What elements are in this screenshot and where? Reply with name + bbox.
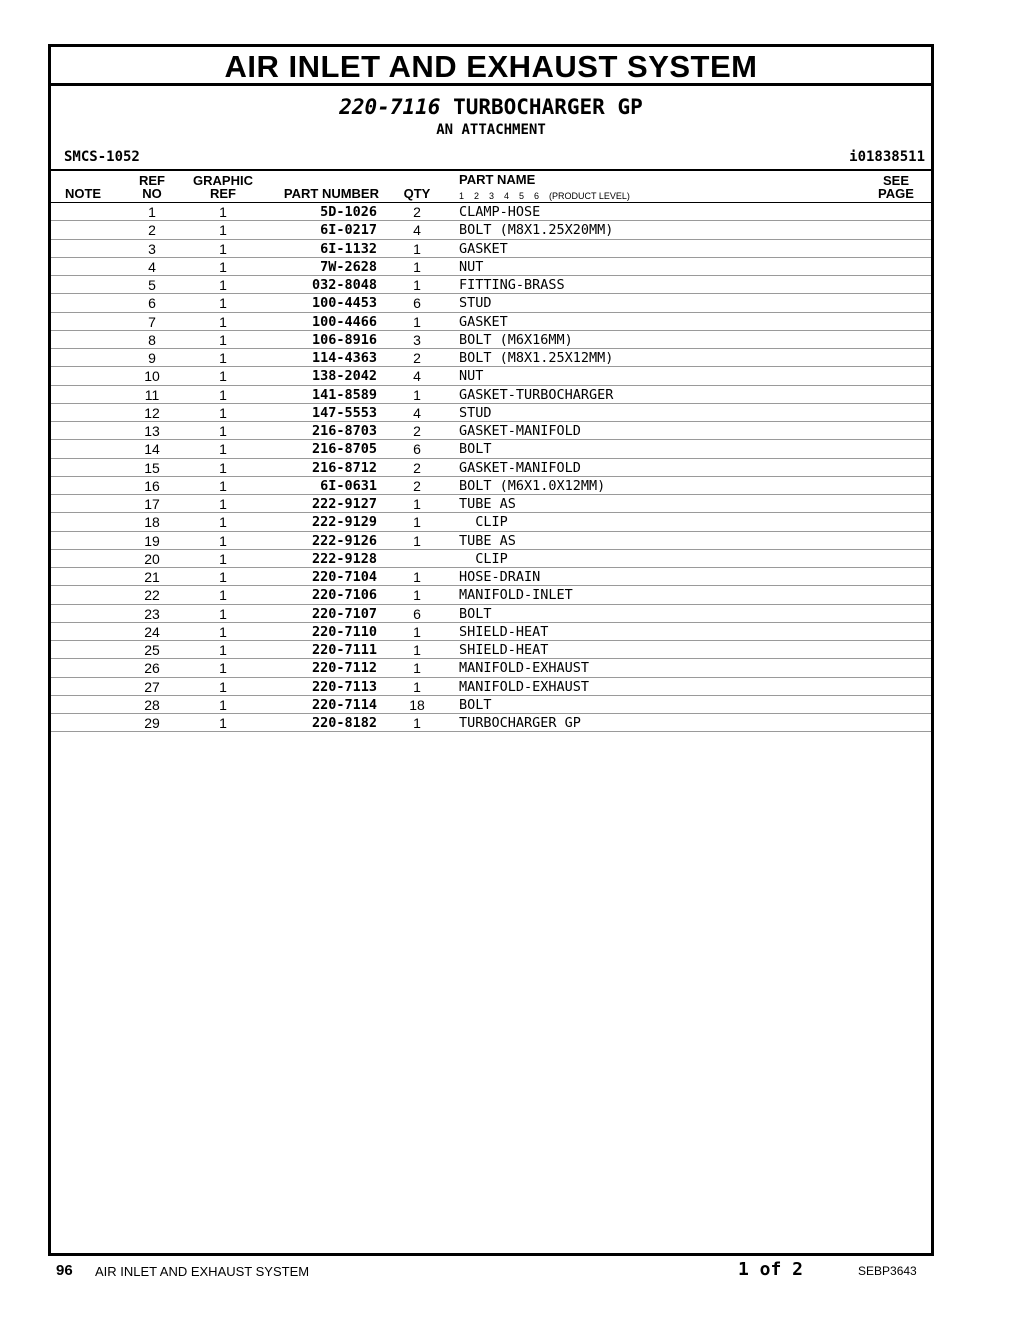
ref-no-cell: 13 <box>144 423 160 439</box>
table-row <box>51 404 931 422</box>
graphic-ref-cell: 1 <box>219 514 227 531</box>
part-number-cell: 220-7111 <box>311 642 377 658</box>
table-row <box>51 331 931 349</box>
part-number-cell: 220-7104 <box>311 569 377 585</box>
part-name-cell: HOSE-DRAIN <box>459 569 541 585</box>
table-row <box>51 605 931 623</box>
qty-cell: 3 <box>413 331 421 348</box>
qty-cell: 1 <box>413 642 421 658</box>
part-number-cell: 216-8712 <box>311 459 377 476</box>
table-row <box>51 386 931 404</box>
graphic-ref-cell: 1 <box>219 313 227 330</box>
table-row <box>51 678 931 696</box>
part-name-cell: STUD <box>459 404 492 421</box>
table-row <box>51 696 931 714</box>
ref-no-cell: 24 <box>144 623 160 640</box>
part-name-cell: NUT <box>459 258 484 275</box>
graphic-ref-cell: 1 <box>219 240 227 257</box>
graphic-ref-cell: 1 <box>219 295 227 312</box>
ref-no-cell: 3 <box>148 240 156 257</box>
table-row <box>51 623 931 641</box>
part-number-cell: 222-9129 <box>311 514 377 531</box>
graphic-ref-cell: 1 <box>219 696 227 713</box>
graphic-ref-cell: 1 <box>219 569 227 585</box>
qty-cell: 2 <box>413 204 421 220</box>
part-name-cell: SHIELD-HEAT <box>459 642 549 658</box>
qty-cell: 1 <box>413 678 421 695</box>
ref-no-cell: 27 <box>144 678 160 695</box>
table-row <box>51 422 931 440</box>
qty-cell: 2 <box>413 477 421 494</box>
qty-cell: 1 <box>413 660 421 677</box>
part-number-cell: 216-8705 <box>311 441 377 458</box>
part-number-cell: 114-4363 <box>311 350 377 366</box>
col-header-ref-line2: NO <box>142 186 162 201</box>
graphic-ref-cell: 1 <box>219 386 227 403</box>
part-number-cell: 222-9127 <box>311 496 377 512</box>
part-name-cell: MANIFOLD-INLET <box>459 587 573 604</box>
col-header-note: NOTE <box>64 186 102 201</box>
table-row <box>51 495 931 513</box>
group-subtitle <box>51 95 931 119</box>
graphic-ref-cell: 1 <box>219 587 227 604</box>
part-number-cell: 100-4466 <box>311 313 377 330</box>
part-name-cell: SHIELD-HEAT <box>459 623 549 640</box>
part-name-cell: BOLT <box>459 696 492 713</box>
table-row <box>51 714 931 732</box>
part-name-cell: TUBE AS <box>459 496 516 512</box>
part-number-cell: 222-9126 <box>311 532 377 549</box>
table-row <box>51 550 931 568</box>
part-number-cell: 100-4453 <box>311 295 377 312</box>
qty-cell: 1 <box>413 258 421 275</box>
part-number-cell: 220-7106 <box>311 587 377 604</box>
parts-page-frame <box>48 44 934 1256</box>
graphic-ref-cell: 1 <box>219 678 227 695</box>
part-name-cell: GASKET-MANIFOLD <box>459 459 581 476</box>
part-name-cell: FITTING-BRASS <box>459 277 565 293</box>
qty-cell: 1 <box>413 313 421 330</box>
part-name-cell: MANIFOLD-EXHAUST <box>459 678 590 695</box>
ref-no-cell: 29 <box>144 715 160 731</box>
graphic-ref-cell: 1 <box>219 550 227 567</box>
ref-no-cell: 5 <box>148 277 156 293</box>
qty-cell: 1 <box>413 587 421 604</box>
product-level-header: 1 2 3 4 5 6 (PRODUCT LEVEL) <box>459 191 630 201</box>
graphic-ref-cell: 1 <box>219 605 227 622</box>
graphic-ref-cell: 1 <box>219 404 227 421</box>
graphic-ref-cell: 1 <box>219 441 227 458</box>
table-row <box>51 659 931 677</box>
ref-no-cell: 19 <box>144 532 160 549</box>
part-name-cell: CLIP <box>459 550 508 567</box>
graphic-ref-cell: 1 <box>219 660 227 677</box>
qty-cell: 4 <box>413 222 421 239</box>
part-name-cell: GASKET <box>459 313 508 330</box>
qty-cell: 4 <box>413 404 421 421</box>
graphic-ref-cell: 1 <box>219 423 227 439</box>
graphic-ref-cell: 1 <box>219 277 227 293</box>
ref-no-cell: 16 <box>144 477 160 494</box>
part-number-cell: 6I-0631 <box>320 477 377 494</box>
table-row <box>51 459 931 477</box>
table-row <box>51 349 931 367</box>
qty-cell: 18 <box>409 696 425 713</box>
col-header-ref-line1: REF <box>139 173 165 188</box>
ref-no-cell: 14 <box>144 441 160 458</box>
ref-no-cell: 8 <box>148 331 156 348</box>
ref-no-cell: 21 <box>144 569 160 585</box>
part-name-cell: BOLT (M6X16MM) <box>459 331 573 348</box>
part-name-cell: NUT <box>459 368 484 385</box>
qty-cell: 1 <box>413 514 421 531</box>
col-header-see-line2: PAGE <box>878 186 914 201</box>
table-row <box>51 276 931 294</box>
table-row <box>51 240 931 258</box>
part-name-cell: GASKET-TURBOCHARGER <box>459 386 614 403</box>
footer-page-number: 96 <box>56 1262 73 1279</box>
part-number-cell: 220-7113 <box>311 678 377 695</box>
part-name-cell: BOLT <box>459 605 492 622</box>
qty-cell: 6 <box>413 441 421 458</box>
illustration-id: i01838511 <box>849 149 925 165</box>
ref-no-cell: 9 <box>148 350 156 366</box>
part-number-cell: 147-5553 <box>311 404 377 421</box>
qty-cell: 6 <box>413 605 421 622</box>
ref-no-cell: 4 <box>148 258 156 275</box>
qty-cell: 2 <box>413 459 421 476</box>
part-number-cell: 220-8182 <box>311 715 377 731</box>
part-number-cell: 220-7114 <box>311 696 377 713</box>
table-row <box>51 203 931 221</box>
table-row <box>51 258 931 276</box>
ref-no-cell: 7 <box>148 313 156 330</box>
qty-cell: 1 <box>413 623 421 640</box>
ref-no-cell: 26 <box>144 660 160 677</box>
col-header-graphic-line2: REF <box>210 186 236 201</box>
ref-no-cell: 22 <box>144 587 160 604</box>
part-number-cell: 106-8916 <box>311 331 377 348</box>
parts-table-body <box>51 203 931 732</box>
ref-no-cell: 11 <box>144 386 160 403</box>
table-row <box>51 532 931 550</box>
ref-no-cell: 17 <box>144 496 160 512</box>
ref-no-cell: 10 <box>144 368 160 385</box>
graphic-ref-cell: 1 <box>219 623 227 640</box>
part-number-cell: 141-8589 <box>311 386 377 403</box>
table-row <box>51 641 931 659</box>
graphic-ref-cell: 1 <box>219 477 227 494</box>
ref-no-cell: 25 <box>144 642 160 658</box>
graphic-ref-cell: 1 <box>219 532 227 549</box>
col-header-part-name: PART NAME <box>459 172 536 187</box>
graphic-ref-cell: 1 <box>219 368 227 385</box>
ref-no-cell: 18 <box>144 514 160 531</box>
part-name-cell: BOLT (M8X1.25X20MM) <box>459 222 614 239</box>
ref-no-cell: 2 <box>148 222 156 239</box>
table-row <box>51 221 931 239</box>
qty-cell: 1 <box>413 569 421 585</box>
table-row <box>51 568 931 586</box>
graphic-ref-cell: 1 <box>219 258 227 275</box>
part-number-cell: 216-8703 <box>311 423 377 439</box>
qty-cell: 1 <box>413 532 421 549</box>
table-row <box>51 440 931 458</box>
qty-cell: 1 <box>413 386 421 403</box>
table-row <box>51 313 931 331</box>
part-name-cell: STUD <box>459 295 492 312</box>
part-number-cell: 222-9128 <box>311 550 377 567</box>
qty-cell: 4 <box>413 368 421 385</box>
part-name-cell: TUBE AS <box>459 532 516 549</box>
header-top-rule <box>51 169 931 171</box>
table-row <box>51 367 931 385</box>
graphic-ref-cell: 1 <box>219 222 227 239</box>
ref-no-cell: 15 <box>144 459 160 476</box>
part-number-cell: 220-7112 <box>311 660 377 677</box>
part-number-cell: 220-7110 <box>311 623 377 640</box>
graphic-ref-cell: 1 <box>219 715 227 731</box>
part-number-cell: 5D-1026 <box>320 204 377 220</box>
graphic-ref-cell: 1 <box>219 350 227 366</box>
part-name-cell: TURBOCHARGER GP <box>459 715 581 731</box>
group-part-number: 220-7116 <box>339 95 441 119</box>
graphic-ref-cell: 1 <box>219 642 227 658</box>
graphic-ref-cell: 1 <box>219 204 227 220</box>
part-name-cell: CLIP <box>459 514 508 531</box>
qty-cell: 1 <box>413 240 421 257</box>
ref-no-cell: 20 <box>144 550 160 567</box>
qty-cell: 6 <box>413 295 421 312</box>
part-number-cell: 7W-2628 <box>320 258 377 275</box>
footer-section-title: AIR INLET AND EXHAUST SYSTEM <box>95 1264 310 1279</box>
col-header-qty: QTY <box>403 186 431 201</box>
part-number-cell: 6I-1132 <box>320 240 377 257</box>
qty-cell: 2 <box>413 350 421 366</box>
table-row <box>51 513 931 531</box>
part-name-cell: BOLT (M8X1.25X12MM) <box>459 350 614 366</box>
col-header-part-number: PART NUMBER <box>283 186 379 201</box>
part-name-cell: CLAMP-HOSE <box>459 204 541 220</box>
part-number-cell: 138-2042 <box>311 368 377 385</box>
table-row <box>51 586 931 604</box>
graphic-ref-cell: 1 <box>219 496 227 512</box>
table-row <box>51 294 931 312</box>
qty-cell: 2 <box>413 423 421 439</box>
smcs-code: SMCS-1052 <box>64 149 140 165</box>
qty-cell: 1 <box>413 715 421 731</box>
part-name-cell: GASKET-MANIFOLD <box>459 423 581 439</box>
col-header-see-line1: SEE <box>882 173 909 188</box>
part-name-cell: BOLT (M6X1.0X12MM) <box>459 477 606 494</box>
part-number-cell: 6I-0217 <box>320 222 377 239</box>
ref-no-cell: 6 <box>148 295 156 312</box>
part-name-cell: GASKET <box>459 240 508 257</box>
graphic-ref-cell: 1 <box>219 331 227 348</box>
footer-document-id: SEBP3643 <box>858 1264 917 1278</box>
attachment-label: AN ATTACHMENT <box>436 122 546 138</box>
part-name-cell: BOLT <box>459 441 492 458</box>
ref-no-cell: 23 <box>144 605 160 622</box>
part-number-cell: 032-8048 <box>311 277 377 293</box>
table-row <box>51 477 931 495</box>
col-header-graphic-line1: GRAPHIC <box>193 173 253 188</box>
qty-cell: 1 <box>413 496 421 512</box>
qty-cell: 1 <box>413 277 421 293</box>
part-name-cell: MANIFOLD-EXHAUST <box>459 660 590 677</box>
graphic-ref-cell: 1 <box>219 459 227 476</box>
group-name: TURBOCHARGER GP <box>453 95 643 119</box>
footer-page-of: 1 of 2 <box>738 1259 804 1280</box>
ref-no-cell: 1 <box>148 204 156 220</box>
page-title: AIR INLET AND EXHAUST SYSTEM <box>51 47 931 86</box>
ref-no-cell: 28 <box>144 696 160 713</box>
ref-no-cell: 12 <box>144 404 160 421</box>
part-number-cell: 220-7107 <box>311 605 377 622</box>
